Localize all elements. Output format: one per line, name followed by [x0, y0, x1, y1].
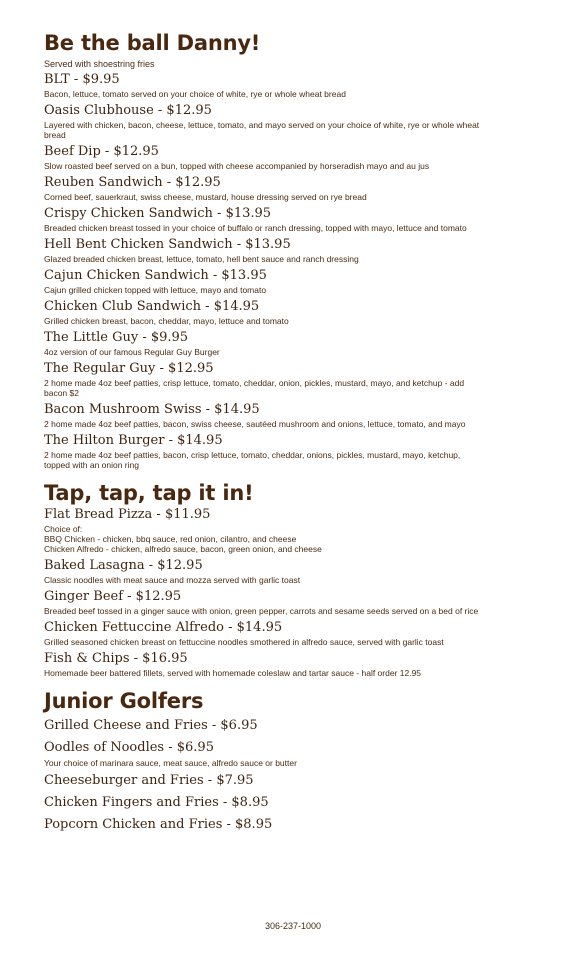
menu-item-name: Chicken Club Sandwich - $14.95 [44, 299, 260, 314]
menu-item [44, 506, 546, 554]
description-line: Slow roasted beef served on a bun, topped with cheese accompanied by horseradish mayo and au jus [44, 161, 430, 171]
description-line: 2 home made 4oz beef patties, bacon, swiss cheese, sautéed mushroom and onions, lettuce, tomato, and mayo [44, 419, 466, 429]
menu-item-name: Oasis Clubhouse - $12.95 [44, 103, 212, 118]
menu-item-name: The Little Guy - $9.95 [44, 330, 189, 345]
menu-item [44, 793, 546, 813]
menu-item [44, 236, 546, 264]
menu-item-description [44, 120, 546, 140]
menu-item-description [44, 89, 546, 99]
description-line: Breaded beef tossed in a ginger sauce with onion, green pepper, carrots and sesame seeds served on a bed of rice [44, 606, 479, 616]
menu-item-description [44, 758, 546, 768]
menu-item-description [44, 161, 546, 171]
menu-item [44, 143, 546, 171]
description-line: 2 home made 4oz beef patties, crisp lettuce, tomato, cheddar, onion, pickles, mustard, mayo, and ketchup - add [44, 378, 465, 388]
menu-item-description [44, 668, 546, 678]
menu-item-description [44, 575, 546, 585]
menu-item [44, 771, 546, 791]
section-title: Tap, tap, tap it in! [44, 481, 254, 505]
description-line: Grilled chicken breast, bacon, cheddar, mayo, lettuce and tomato [44, 316, 289, 326]
menu-item-name: Beef Dip - $12.95 [44, 144, 159, 159]
menu-item-name: Grilled Cheese and Fries - $6.95 [44, 718, 258, 733]
menu-item-name: Crispy Chicken Sandwich - $13.95 [44, 206, 272, 221]
menu-item-description [44, 450, 546, 470]
menu-item-description [44, 637, 546, 647]
description-line: topped with an onion ring [44, 460, 139, 470]
menu-item [44, 102, 546, 140]
menu-section [44, 30, 546, 470]
section-title: Be the ball Danny! [44, 31, 261, 55]
menu-item-name: Baked Lasagna - $12.95 [44, 558, 203, 573]
menu-item [44, 716, 546, 736]
menu-item [44, 738, 546, 768]
menu-item [44, 619, 546, 647]
description-line: Breaded chicken breast tossed in your choice of buffalo or ranch dressing, topped with mayo, lettuce and tomato [44, 223, 467, 233]
description-line: Grilled seasoned chicken breast on fettuccine noodles smothered in alfredo sauce, served with garlic toast [44, 637, 444, 647]
description-line: BBQ Chicken - chicken, bbq sauce, red onion, cilantro, and cheese [44, 534, 297, 544]
menu-item-description [44, 524, 546, 554]
menu-sections [44, 30, 546, 835]
description-line: Classic noodles with meat sauce and mozza served with garlic toast [44, 575, 301, 585]
menu-item [44, 815, 546, 835]
menu-item [44, 71, 546, 99]
description-line: Homemade beer battered fillets, served with homemade coleslaw and tartar sauce - half order 12.95 [44, 668, 422, 678]
menu-item-name: Cajun Chicken Sandwich - $13.95 [44, 268, 267, 283]
menu-item-name: BLT - $9.95 [44, 72, 120, 87]
menu-item-name: Chicken Fettuccine Alfredo - $14.95 [44, 620, 283, 635]
menu-item-name: The Regular Guy - $12.95 [44, 361, 214, 376]
menu-item-description [44, 606, 546, 616]
menu-item-name: Fish & Chips - $16.95 [44, 651, 188, 666]
description-line: bread [44, 130, 66, 140]
description-line: 4oz version of our famous Regular Guy Burger [44, 347, 220, 357]
menu-item-name: Reuben Sandwich - $12.95 [44, 175, 221, 190]
description-line: 2 home made 4oz beef patties, bacon, crisp lettuce, tomato, cheddar, onions, pickles, mustard, mayo, ketchup, [44, 450, 461, 460]
phone-number: 306-237-1000 [264, 921, 322, 931]
menu-item-name: Popcorn Chicken and Fries - $8.95 [44, 817, 273, 832]
menu-item-description [44, 316, 546, 326]
menu-item-description [44, 419, 546, 429]
menu-item [44, 174, 546, 202]
description-line: bacon $2 [44, 388, 79, 398]
menu-item [44, 650, 546, 678]
menu-item [44, 205, 546, 233]
description-line: Chicken Alfredo - chicken, alfredo sauce, bacon, green onion, and cheese [44, 544, 322, 554]
menu-item [44, 557, 546, 585]
menu-item-name: Oodles of Noodles - $6.95 [44, 740, 214, 755]
menu-item [44, 432, 546, 470]
description-line: Glazed breaded chicken breast, lettuce, tomato, hell bent sauce and ranch dressing [44, 254, 359, 264]
menu-section [44, 480, 546, 678]
menu-item-name: Ginger Beef - $12.95 [44, 589, 182, 604]
menu-item [44, 329, 546, 357]
description-line: Cajun grilled chicken topped with lettuce, mayo and tomato [44, 285, 267, 295]
description-line: Corned beef, sauerkraut, swiss cheese, mustard, house dressing served on rye bread [44, 192, 367, 202]
menu-item-description [44, 223, 546, 233]
section-title: Junior Golfers [44, 689, 204, 713]
menu-item-name: Hell Bent Chicken Sandwich - $13.95 [44, 237, 291, 252]
description-line: Bacon, lettuce, tomato served on your choice of white, rye or whole wheat bread [44, 89, 346, 99]
menu-item-description [44, 285, 546, 295]
menu-item-description [44, 347, 546, 357]
section-subtitle: Served with shoestring fries [44, 59, 155, 69]
menu-item-description [44, 192, 546, 202]
menu-item-description [44, 378, 546, 398]
description-line: Layered with chicken, bacon, cheese, lettuce, tomato, and mayo served on your choice of white, rye or whole wheat [44, 120, 480, 130]
menu-item [44, 298, 546, 326]
menu-item-name: Bacon Mushroom Swiss - $14.95 [44, 402, 260, 417]
menu-item-name: Cheeseburger and Fries - $7.95 [44, 773, 254, 788]
description-line: Your choice of marinara sauce, meat sauce, alfredo sauce or butter [44, 758, 297, 768]
menu-item [44, 267, 546, 295]
menu-item [44, 588, 546, 616]
menu-item [44, 360, 546, 398]
menu-section [44, 688, 546, 835]
menu-item-name: The Hilton Burger - $14.95 [44, 433, 223, 448]
menu-item-name: Chicken Fingers and Fries - $8.95 [44, 795, 269, 810]
menu-item [44, 401, 546, 429]
description-line: Choice of: [44, 524, 83, 534]
menu-item-description [44, 254, 546, 264]
menu-item-name: Flat Bread Pizza - $11.95 [44, 507, 211, 522]
